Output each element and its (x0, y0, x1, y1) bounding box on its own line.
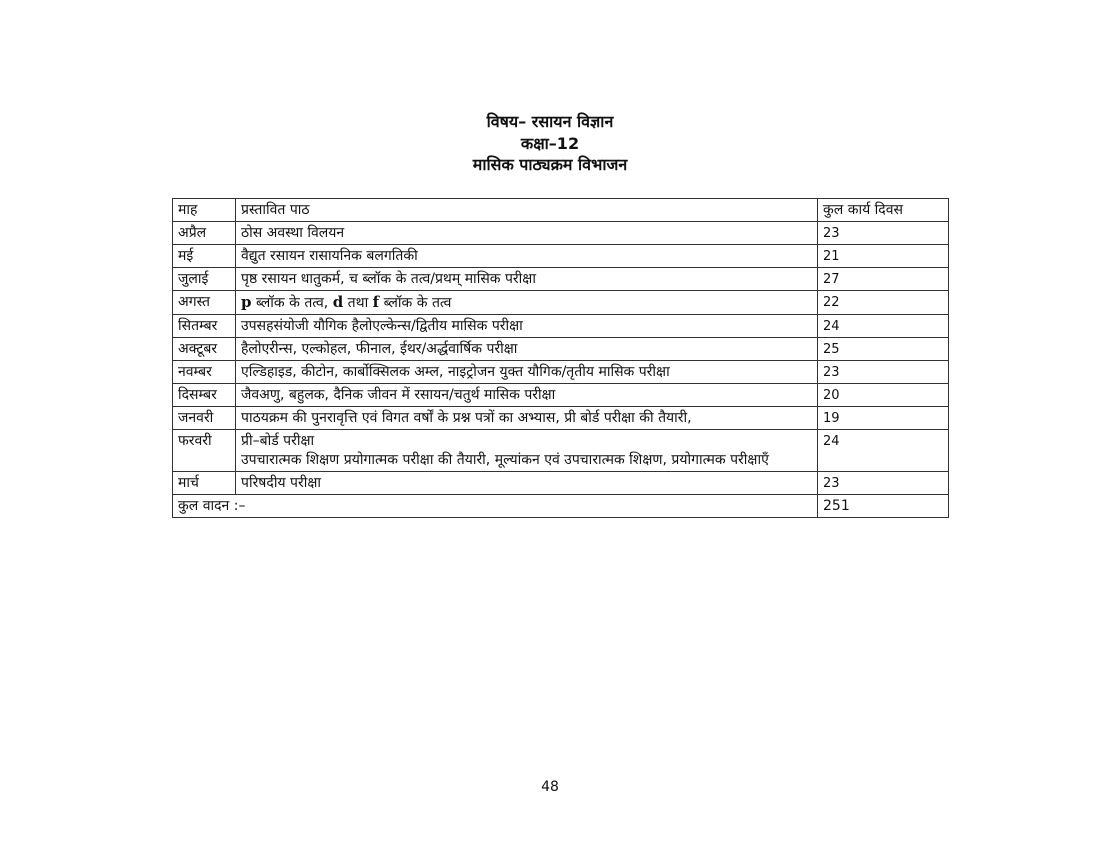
lesson-cell: परिषदीय परीक्षा (236, 472, 818, 495)
lesson-text-part: तथा (343, 295, 373, 311)
d-block-symbol: d (332, 293, 344, 311)
table-row (173, 268, 949, 291)
header-month: माह (173, 199, 236, 222)
lesson-cell: एल्डिहाइड, कीटोन, कार्बोक्सिलक अम्ल, नाइट्रोजन युक्त यौगिक/तृतीय मासिक परीक्षा (236, 361, 818, 384)
table-row (173, 472, 949, 495)
syllabus-table (172, 198, 949, 518)
table-row (173, 338, 949, 361)
month-cell: मई (173, 245, 236, 268)
lesson-cell (236, 291, 818, 315)
days-cell: 23 (818, 222, 949, 245)
month-cell: अक्टूबर (173, 338, 236, 361)
table-row (173, 291, 949, 315)
total-row (173, 495, 949, 518)
lesson-cell: ठोस अवस्था विलयन (236, 222, 818, 245)
days-cell: 24 (818, 430, 949, 472)
lesson-cell: पाठयक्रम की पुनरावृत्ति एवं विगत वर्षों के प्रश्न पत्रों का अभ्यास, प्री बोर्ड परीक्षा की तैयारी, (236, 407, 818, 430)
days-cell: 25 (818, 338, 949, 361)
page-number: 48 (541, 779, 559, 795)
table-row (173, 222, 949, 245)
days-cell: 27 (818, 268, 949, 291)
lesson-cell: हैलोएरीन्स, एल्कोहल, फीनाल, ईथर/अर्द्धवार्षिक परीक्षा (236, 338, 818, 361)
days-cell: 23 (818, 472, 949, 495)
table-row (173, 315, 949, 338)
days-cell: 24 (818, 315, 949, 338)
table-row (173, 245, 949, 268)
lesson-cell (236, 430, 818, 472)
month-cell: दिसम्बर (173, 384, 236, 407)
subject-heading: विषय– रसायन विज्ञान (486, 112, 614, 131)
header-lesson: प्रस्तावित पाठ (236, 199, 818, 222)
total-value: 251 (818, 495, 949, 518)
table-row (173, 384, 949, 407)
table-row (173, 361, 949, 384)
month-cell: फरवरी (173, 430, 236, 472)
lesson-line: प्री–बोर्ड परीक्षा (241, 433, 315, 449)
days-cell: 20 (818, 384, 949, 407)
month-cell: नवम्बर (173, 361, 236, 384)
table-row (173, 430, 949, 472)
lesson-cell: वैद्युत रसायन रासायनिक बलगतिकी (236, 245, 818, 268)
month-cell: अप्रैल (173, 222, 236, 245)
days-cell: 23 (818, 361, 949, 384)
lesson-cell: पृष्ठ रसायन धातुकर्म, च ब्लॉक के तत्व/प्रथम् मासिक परीक्षा (236, 268, 818, 291)
lesson-text-part: ब्लॉक के तत्व (379, 295, 452, 311)
lesson-line: उपचारात्मक शिक्षण प्रयोगात्मक परीक्षा की तैयारी, मूल्यांकन एवं उपचारात्मक शिक्षण, प्रयोगात्मक परीक्षाएँ (241, 452, 769, 468)
month-cell: अगस्त (173, 291, 236, 315)
lesson-text-part: ब्लॉक के तत्व, (251, 295, 333, 311)
table-header-row (173, 199, 949, 222)
f-block-symbol: f (372, 293, 380, 311)
total-label: कुल वादन :– (173, 495, 818, 518)
p-block-symbol: p (241, 293, 252, 311)
days-cell: 22 (818, 291, 949, 315)
month-cell: सितम्बर (173, 315, 236, 338)
class-heading: कक्षा–12 (520, 134, 580, 153)
month-cell: जुलाई (173, 268, 236, 291)
month-cell: जनवरी (173, 407, 236, 430)
header-days: कुल कार्य दिवस (818, 199, 949, 222)
lesson-cell: उपसहसंयोजी यौगिक हैलोएल्केन्स/द्वितीय मासिक परीक्षा (236, 315, 818, 338)
syllabus-title: मासिक पाठ्यक्रम विभाजन (472, 155, 628, 174)
lesson-cell: जैवअणु, बहुलक, दैनिक जीवन में रसायन/चतुर्थ मासिक परीक्षा (236, 384, 818, 407)
table-row (173, 407, 949, 430)
days-cell: 19 (818, 407, 949, 430)
month-cell: मार्च (173, 472, 236, 495)
days-cell: 21 (818, 245, 949, 268)
